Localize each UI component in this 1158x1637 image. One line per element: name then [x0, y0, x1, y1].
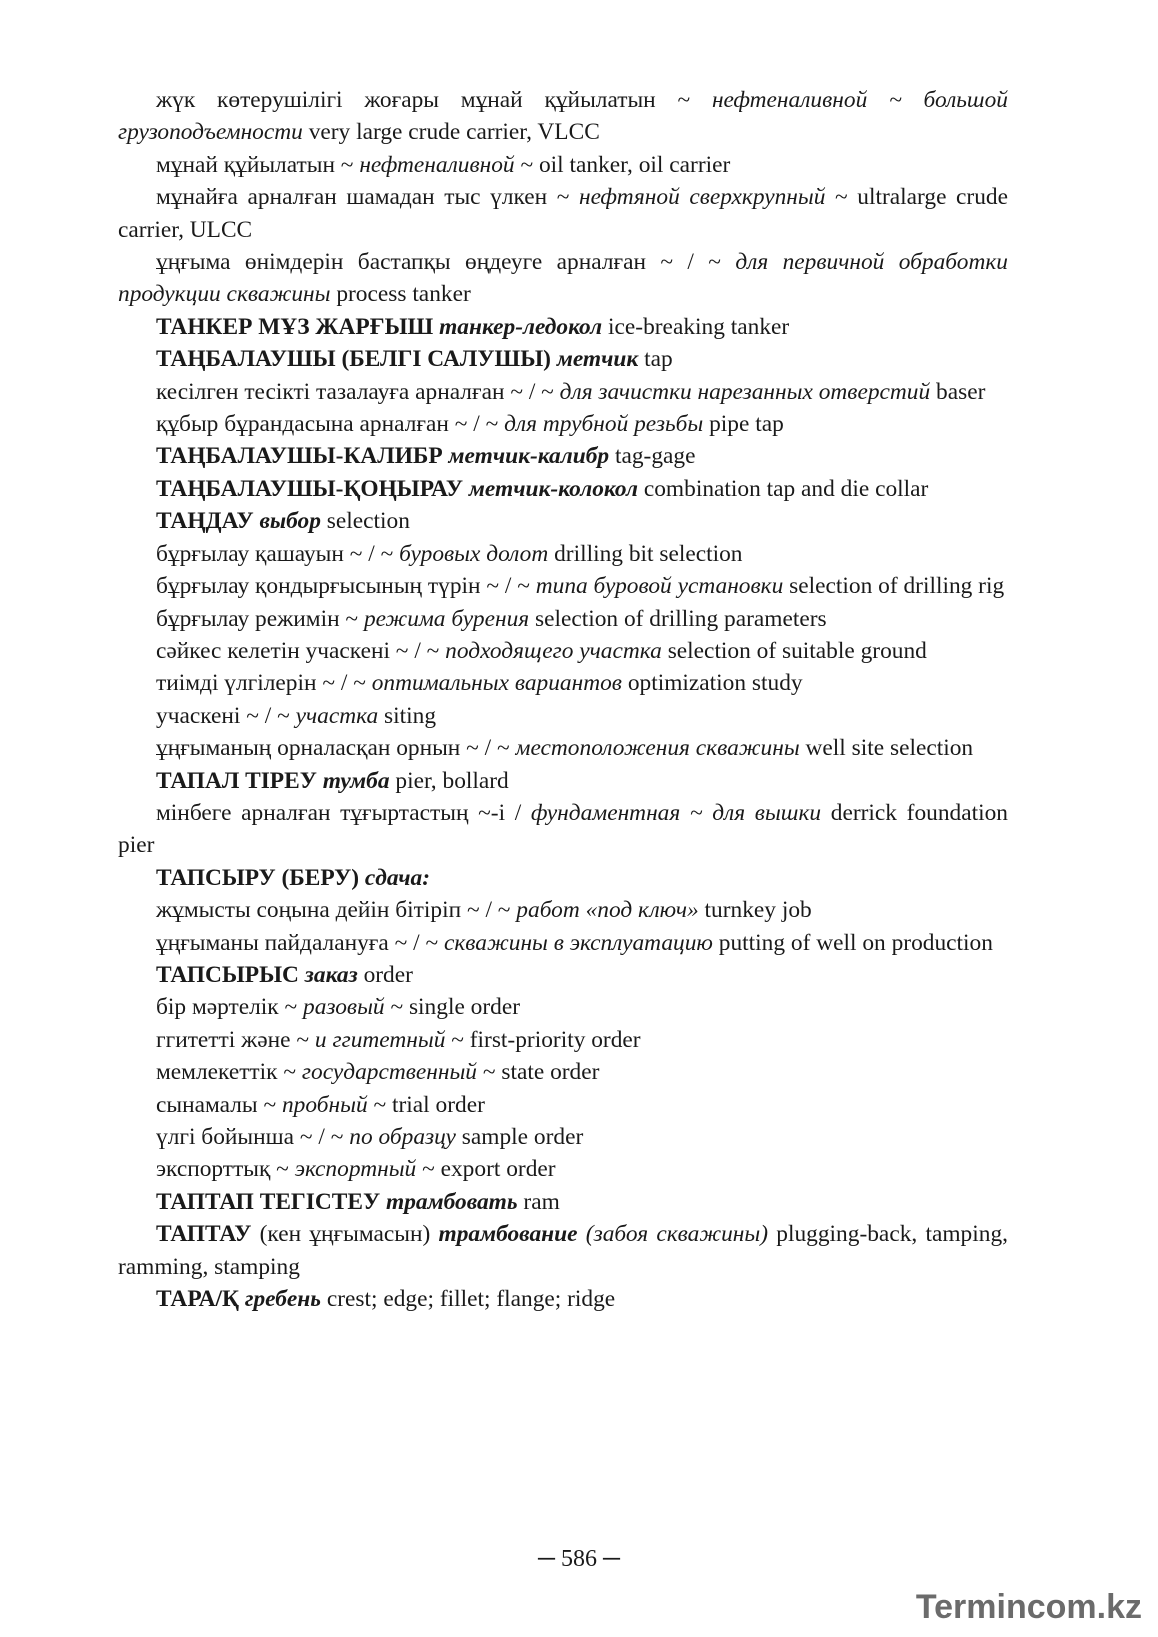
entry-text: ұңғыманы пайдалануға ~ / ~: [156, 929, 444, 956]
headword: ТАҢДАУ: [156, 508, 260, 535]
russian-headword: танкер-ледокол: [439, 313, 603, 340]
entry-text: учаскені ~ / ~: [156, 702, 296, 729]
sub-entry: [118, 635, 1008, 667]
sub-entry: [118, 797, 1008, 862]
sub-entry: [118, 538, 1008, 570]
entry-text: ~ first-priority order: [445, 1026, 641, 1053]
entry-text: мұнайға арналған шамадан тыс үлкен ~: [156, 184, 580, 211]
sub-entry: [118, 376, 1008, 408]
entry-text: drilling bit selection: [548, 540, 743, 567]
russian-term: буровых долот: [399, 540, 549, 567]
entry-text: tag-gage: [609, 443, 696, 470]
sub-entry: [118, 894, 1008, 926]
russian-term: разовый: [303, 994, 385, 1021]
entry-text: ice-breaking tanker: [602, 313, 790, 340]
entry-text: pipe tap: [703, 411, 784, 438]
russian-headword: метчик-колокол: [468, 475, 638, 502]
entry-text: very large crude carrier, VLCC: [302, 119, 600, 146]
russian-term: оптимальных вариантов: [371, 670, 622, 697]
entry-text: selection of drilling rig: [783, 573, 1005, 600]
entry-text: жүк көтерушілігі жоғары мұнай құйылатын ~: [156, 87, 712, 113]
sub-entry: [118, 732, 1008, 764]
entry-text: жұмысты соңына дейін бітіріп ~ / ~: [156, 897, 517, 924]
sub-entry: [118, 603, 1008, 635]
entry-text: ~ trial order: [367, 1091, 485, 1118]
page-number: ─ 586 ─: [537, 1546, 620, 1572]
entry-text: order: [357, 961, 413, 988]
russian-term: пробный: [281, 1091, 368, 1118]
sub-entry: [118, 1153, 1008, 1185]
russian-term: по образцу: [349, 1124, 456, 1150]
russian-term: нефтеналивной ~ большой грузоподъемности: [118, 87, 1008, 146]
entry-text: ұңғыманың орналасқан орнын ~ / ~: [156, 735, 516, 762]
entry-text: siting: [378, 702, 437, 729]
sub-entry: [118, 408, 1008, 440]
entry-text: құбыр бұрандасына арналған ~ / ~: [156, 411, 505, 438]
entry-text: optimization study: [621, 670, 803, 697]
russian-term: для трубной резьбы: [504, 411, 704, 438]
entry-text: combination tap and die collar: [638, 475, 929, 502]
entry-text: plugging-back, tamping, ramming, stamping: [118, 1221, 1008, 1280]
entry-text: selection: [320, 508, 410, 535]
russian-headword: тумба: [322, 767, 390, 794]
russian-term: фундаментная ~ для вышки: [530, 799, 822, 826]
sub-entry: [118, 1089, 1008, 1121]
entry-text: ұңғыма өнімдерін бастапқы өңдеуге арналған ~ / ~: [156, 249, 736, 276]
entry-text: сынамалы ~: [156, 1091, 282, 1118]
entry-text: тиімді үлгілерін ~ / ~: [156, 670, 372, 697]
headword-entry: [118, 440, 1008, 472]
entry-text: ram: [517, 1188, 560, 1215]
watermark-logo: Termincom.kz: [915, 1588, 1142, 1626]
headword-entry: [118, 1218, 1008, 1283]
entry-text: кесілген тесікті тазалауға арналған ~ / ~: [156, 378, 560, 405]
headword-entry: [118, 311, 1008, 343]
headword-entry: [118, 1283, 1008, 1315]
entry-text: baser: [930, 378, 986, 405]
entry-text: crest; edge; fillet; flange; ridge: [320, 1286, 616, 1313]
entry-text: мұнай құйылатын ~: [156, 151, 360, 178]
russian-term: государственный: [301, 1059, 478, 1086]
entry-text: putting of well on production: [712, 929, 993, 956]
russian-headword: выбор: [259, 508, 321, 535]
entry-text: selection of drilling parameters: [529, 605, 827, 632]
entry-text: бұрғылау режимін ~: [156, 605, 364, 632]
entry-text: process tanker: [330, 281, 471, 308]
entry-text: бұрғылау қашауын ~ / ~: [156, 540, 400, 567]
russian-headword: метчик: [556, 346, 639, 373]
sub-entry: [118, 84, 1008, 149]
entry-text: мінбеге арналған тұғыртастың ~-і /: [156, 799, 531, 826]
sub-entry: [118, 570, 1008, 602]
sub-entry: [118, 667, 1008, 699]
headword-entry: [118, 1186, 1008, 1218]
headword: ТАҢБАЛАУШЫ (БЕЛГІ САЛУШЫ): [156, 346, 557, 373]
russian-term: типа буровой установки: [535, 573, 784, 600]
entry-text: well site selection: [799, 735, 974, 762]
headword-entry: [118, 343, 1008, 375]
russian-term: режима бурения: [363, 605, 530, 632]
russian-headword: трамбование: [438, 1221, 578, 1248]
entry-text: мемлекеттік ~: [156, 1059, 302, 1086]
russian-term: для первичной обработки продукции скважины: [118, 249, 1008, 308]
russian-term: нефтяной сверхкрупный: [579, 184, 826, 211]
sub-entry: [118, 1056, 1008, 1088]
headword: ТАҢБАЛАУШЫ-КАЛИБР: [156, 443, 449, 470]
headword: ТАПТАП ТЕГІСТЕУ: [156, 1188, 387, 1215]
entry-text: selection of suitable ground: [661, 637, 927, 664]
russian-term: скважины в эксплуатацию: [443, 929, 713, 956]
russian-headword: сдача:: [364, 864, 431, 891]
headword: ТАПАЛ ТІРЕУ: [156, 767, 323, 794]
headword-entry: [118, 765, 1008, 797]
russian-term: местоположения скважины: [515, 735, 800, 762]
russian-term: (забоя скважины): [585, 1221, 769, 1248]
headword: ТАҢБАЛАУШЫ-ҚОҢЫРАУ: [156, 475, 469, 502]
entry-text: pier, bollard: [389, 767, 509, 794]
russian-term: участка: [295, 702, 379, 729]
russian-term: для зачистки нарезанных отверстий: [559, 378, 931, 405]
entry-text: ~ oil tanker, oil carrier: [514, 151, 731, 178]
russian-term: работ «под ключ»: [516, 897, 699, 924]
sub-entry: [118, 181, 1008, 246]
headword: ТАПТАУ: [156, 1221, 252, 1248]
russian-term: экспортный: [294, 1156, 417, 1183]
sub-entry: [118, 1121, 1008, 1153]
sub-entry: [118, 927, 1008, 959]
entry-text: ~ single order: [384, 994, 521, 1021]
russian-headword: метчик-калибр: [448, 443, 610, 470]
russian-term: нефтеналивной: [359, 151, 515, 178]
entry-text: sample order: [455, 1124, 584, 1150]
entry-text: сәйкес келетін учаскені ~ / ~: [156, 637, 446, 664]
entry-text: (кен ұңғымасын): [251, 1221, 439, 1248]
entry-text: derrick foundation pier: [118, 799, 1008, 859]
headword-entry: [118, 959, 1008, 991]
headword: ТАНКЕР МҰЗ ЖАРҒЫШ: [156, 313, 440, 340]
entry-text: ггитетті және ~: [156, 1026, 315, 1053]
entry-text: ~ export order: [416, 1156, 556, 1183]
headword-entry: [118, 473, 1008, 505]
russian-term: подходящего участка: [445, 637, 662, 664]
entry-text: [578, 1221, 586, 1247]
entry-text: экспорттық ~: [156, 1156, 295, 1183]
dictionary-page: [118, 84, 1008, 1315]
entry-text: ~ state order: [477, 1059, 600, 1086]
russian-term: и ггитетный: [314, 1026, 446, 1053]
entry-text: бір мәртелік ~: [156, 994, 304, 1021]
headword: ТАПСЫРЫС: [156, 961, 305, 988]
sub-entry: [118, 1024, 1008, 1056]
headword: ТАПСЫРУ (БЕРУ): [156, 864, 365, 891]
russian-headword: гребень: [244, 1286, 321, 1313]
sub-entry: [118, 700, 1008, 732]
entry-text: бұрғылау қондырғысының түрін ~ / ~: [156, 573, 536, 600]
headword: ТАРА/Қ: [156, 1286, 245, 1313]
headword-entry: [118, 862, 1008, 894]
entry-text: үлгі бойынша ~ / ~: [156, 1124, 350, 1150]
russian-headword: трамбовать: [386, 1188, 518, 1215]
entry-text: tap: [638, 346, 673, 373]
headword-entry: [118, 505, 1008, 537]
russian-headword: заказ: [304, 961, 358, 988]
sub-entry: [118, 991, 1008, 1023]
entry-text: ~ ultralarge crude carrier, ULCC: [118, 184, 1008, 243]
entry-text: turnkey job: [698, 897, 812, 924]
sub-entry: [118, 246, 1008, 311]
sub-entry: [118, 149, 1008, 181]
